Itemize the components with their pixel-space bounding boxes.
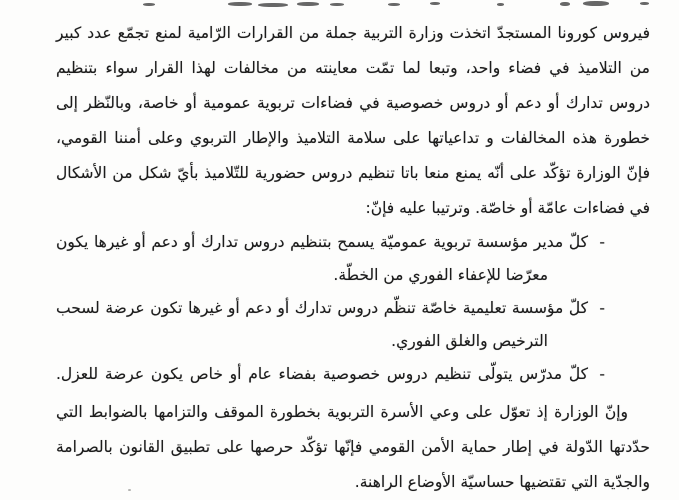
document-body [56, 16, 650, 500]
scan-speck [128, 489, 131, 491]
paragraph-line: من التلاميذ في فضاء واحد، وتبعا لما تمّت معاينته من مخالفات لهذا القرار سواء بتنظيم [56, 59, 650, 77]
bullet-marker: - [599, 299, 605, 317]
paragraph-line: حدّدتها الدّولة في إطار حماية الأمن القومي فإنّها تؤكّد حرصها على تطبيق القانون بالصرامة [56, 438, 650, 456]
paragraph-closing [56, 395, 650, 500]
list-item-line [56, 292, 650, 325]
list-item-line [56, 358, 650, 391]
list-item [56, 292, 650, 358]
sanctions-list [56, 226, 650, 391]
list-item-line [56, 226, 650, 259]
paragraph-line: دروس تدارك أو دعم أو دروس خصوصية في فضاءات تربوية عمومية أو خاصة، وبالنّظر إلى [56, 94, 650, 112]
list-item-line: الترخيص والغلق الفوري. [391, 332, 548, 350]
list-item [56, 226, 650, 292]
list-item-text: كلّ مدير مؤسسة تربوية عموميّة يسمح بتنظيم دروس تدارك أو دعم أو غيرها يكون [56, 233, 588, 251]
list-item-text: كلّ مدرّس يتولّى تنظيم دروس خصوصية بفضاء عام أو خاص يكون عرضة للعزل. [56, 365, 588, 383]
paragraph-line: خطورة هذه المخالفات و تداعياتها على سلامة التلاميذ والإطار التربوي وعلى أمننا القومي، [56, 129, 650, 147]
bullet-marker: - [599, 233, 605, 251]
list-item-line: معرّضا للإعفاء الفوري من الخطّة. [333, 266, 548, 284]
paragraph-line: فيروس كورونا المستجدّ اتخذت وزارة التربية جملة من القرارات الرّامية لمنع تجمّع عدد كبير [56, 24, 650, 42]
list-item [56, 358, 650, 391]
paragraph-line: في فضاءات عامّة أو خاصّة. وترتيبا عليه فإنّ: [365, 199, 650, 217]
paragraph-line: وإنّ الوزارة إذ تعوّل على وعي الأسرة التربوية بخطورة الموقف والتزامها بالضوابط التي [56, 403, 628, 421]
paragraph-line: والجدّية التي تقتضيها حساسيّة الأوضاع الراهنة. [354, 473, 650, 491]
clipped-line-fragment [0, 0, 679, 8]
list-item-text: كلّ مؤسسة تعليمية خاصّة تنظّم دروس تدارك أو دعم أو غيرها تكون عرضة لسحب [56, 299, 588, 317]
paragraph-intro [56, 16, 650, 226]
bullet-marker: - [599, 365, 605, 383]
paragraph-line: فإنّ الوزارة تؤكّد على أنّه يمنع منعا باتا تنظيم دروس حضورية للتّلاميذ بأيّ شكل من الأشكال [56, 164, 650, 182]
